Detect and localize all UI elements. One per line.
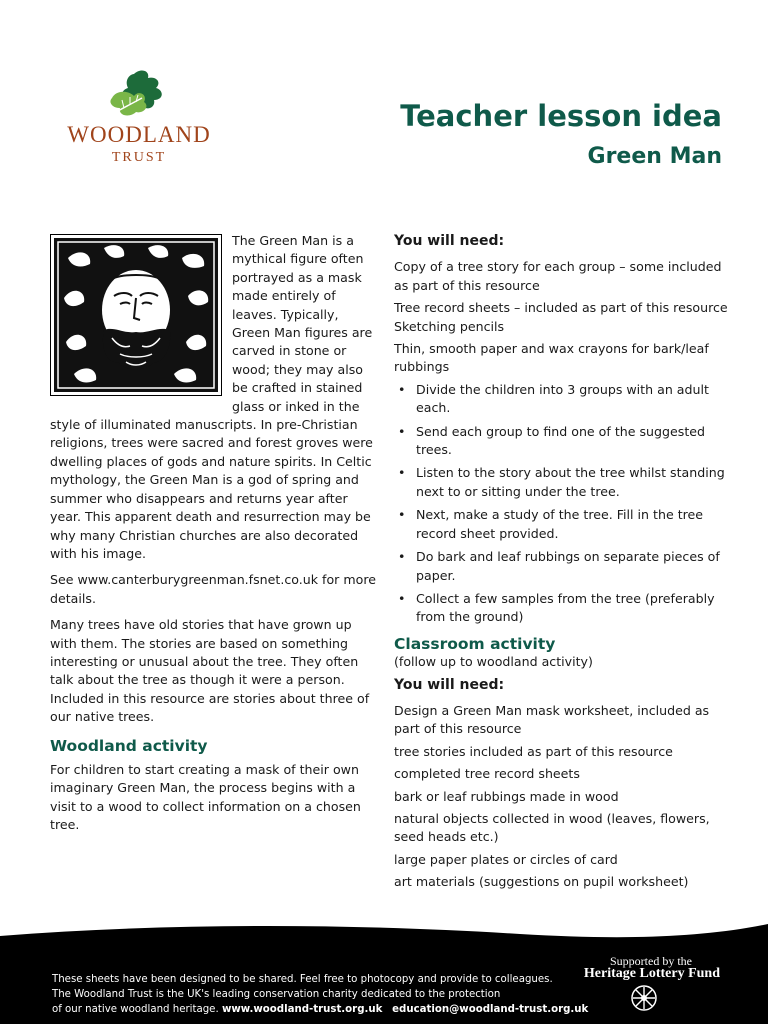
step-item: • Divide the children into 3 groups with an adult each. bbox=[394, 381, 734, 418]
steps-list bbox=[394, 381, 734, 627]
heritage-lottery-fund-text: Heritage Lottery Fund bbox=[583, 966, 720, 981]
need2-item: large paper plates or circles of card bbox=[394, 851, 618, 867]
logo-subname: TRUST bbox=[111, 150, 167, 165]
stories-paragraph: Many trees have old stories that have grown up with them. The stories are based on something interesting or unusual about the tree. They often talk about the tree as though it were a person. Included in this resource are stories about three of our native trees. bbox=[50, 617, 370, 725]
green-man-mask-icon bbox=[54, 238, 218, 392]
page-subtitle: Green Man bbox=[587, 144, 722, 169]
see-link-paragraph: See www.canterburygreenman.fsnet.co.uk for more details. bbox=[50, 572, 376, 606]
need2-item: completed tree record sheets bbox=[394, 766, 580, 782]
woodland-trust-logo bbox=[56, 68, 226, 178]
supported-by-text: Supported by the bbox=[610, 954, 692, 968]
logo-name: WOODLAND bbox=[67, 122, 211, 147]
footer-line-2: The Woodland Trust is the UK's leading conservation charity dedicated to the protection bbox=[52, 989, 501, 1000]
heritage-lottery-fund-logo-icon bbox=[630, 984, 658, 1012]
step-item: • Listen to the story about the tree whilst standing next to or sitting under the tree. bbox=[394, 464, 734, 501]
need2-item: tree stories included as part of this resource bbox=[394, 743, 673, 759]
footer-website-link[interactable]: www.woodland-trust.org.uk bbox=[221, 1004, 383, 1015]
footer-line-3 bbox=[52, 1002, 588, 1017]
need-item: Tree record sheets – included as part of this resource bbox=[394, 300, 728, 316]
you-will-need-heading: You will need: bbox=[394, 233, 505, 249]
classroom-followup: (follow up to woodland activity) bbox=[394, 654, 593, 670]
you-will-need-heading-2: You will need: bbox=[394, 676, 505, 693]
footer-line-1: These sheets have been designed to be shared. Feel free to photocopy and provide to colleagues. bbox=[52, 974, 553, 985]
right-column bbox=[394, 232, 734, 896]
footer bbox=[0, 920, 768, 1024]
woodland-activity-text: For children to start creating a mask of their own imaginary Green Man, the process begins with a visit to a wood to collect information on a chosen tree. bbox=[50, 761, 361, 833]
footer-email-link[interactable]: education@woodland-trust.org.uk bbox=[392, 1004, 589, 1015]
need2-item: Design a Green Man mask worksheet, included as part of this resource bbox=[394, 702, 710, 737]
need2-item: bark or leaf rubbings made in wood bbox=[394, 788, 619, 804]
need-item: Copy of a tree story for each group – some included as part of this resource bbox=[394, 259, 722, 293]
step-item: • Collect a few samples from the tree (preferably from the ground) bbox=[394, 590, 734, 627]
need-item: Sketching pencils bbox=[394, 318, 505, 334]
oak-leaf-icon bbox=[104, 68, 174, 118]
step-item: • Send each group to find one of the suggested trees. bbox=[394, 423, 734, 460]
footer-text bbox=[52, 972, 588, 1017]
step-item: • Next, make a study of the tree. Fill in the tree record sheet provided. bbox=[394, 506, 734, 543]
woodland-activity-heading: Woodland activity bbox=[50, 736, 208, 755]
step-item: • Do bark and leaf rubbings on separate pieces of paper. bbox=[394, 548, 734, 585]
need2-item: natural objects collected in wood (leaves, flowers, seed heads etc.) bbox=[394, 810, 710, 845]
classroom-activity-heading: Classroom activity bbox=[394, 634, 556, 653]
intro-paragraph: The Green Man is a mythical figure often portrayed as a mask made entirely of leaves. Typically, Green Man figures are carved in stone or wood; they may also be crafted in stained glass or inked in the style of illuminated manuscripts. In pre-Christian religions, trees were sacred and forest groves were dwelling places of gods and nature spirits. In Celtic mythology, the Green Man is a god of spring and summer who disappears and returns year after year. This apparent death and resurrection may be why many Christian churches are also decorated with his image. bbox=[50, 233, 373, 561]
page-title: Teacher lesson idea bbox=[400, 99, 722, 133]
green-man-image bbox=[50, 234, 222, 396]
left-column bbox=[50, 232, 380, 843]
need-item: Thin, smooth paper and wax crayons for bark/leaf rubbings bbox=[394, 341, 709, 375]
footer-line-3-prefix: of our native woodland heritage. bbox=[52, 1004, 219, 1015]
need2-item: art materials (suggestions on pupil worksheet) bbox=[394, 874, 689, 890]
